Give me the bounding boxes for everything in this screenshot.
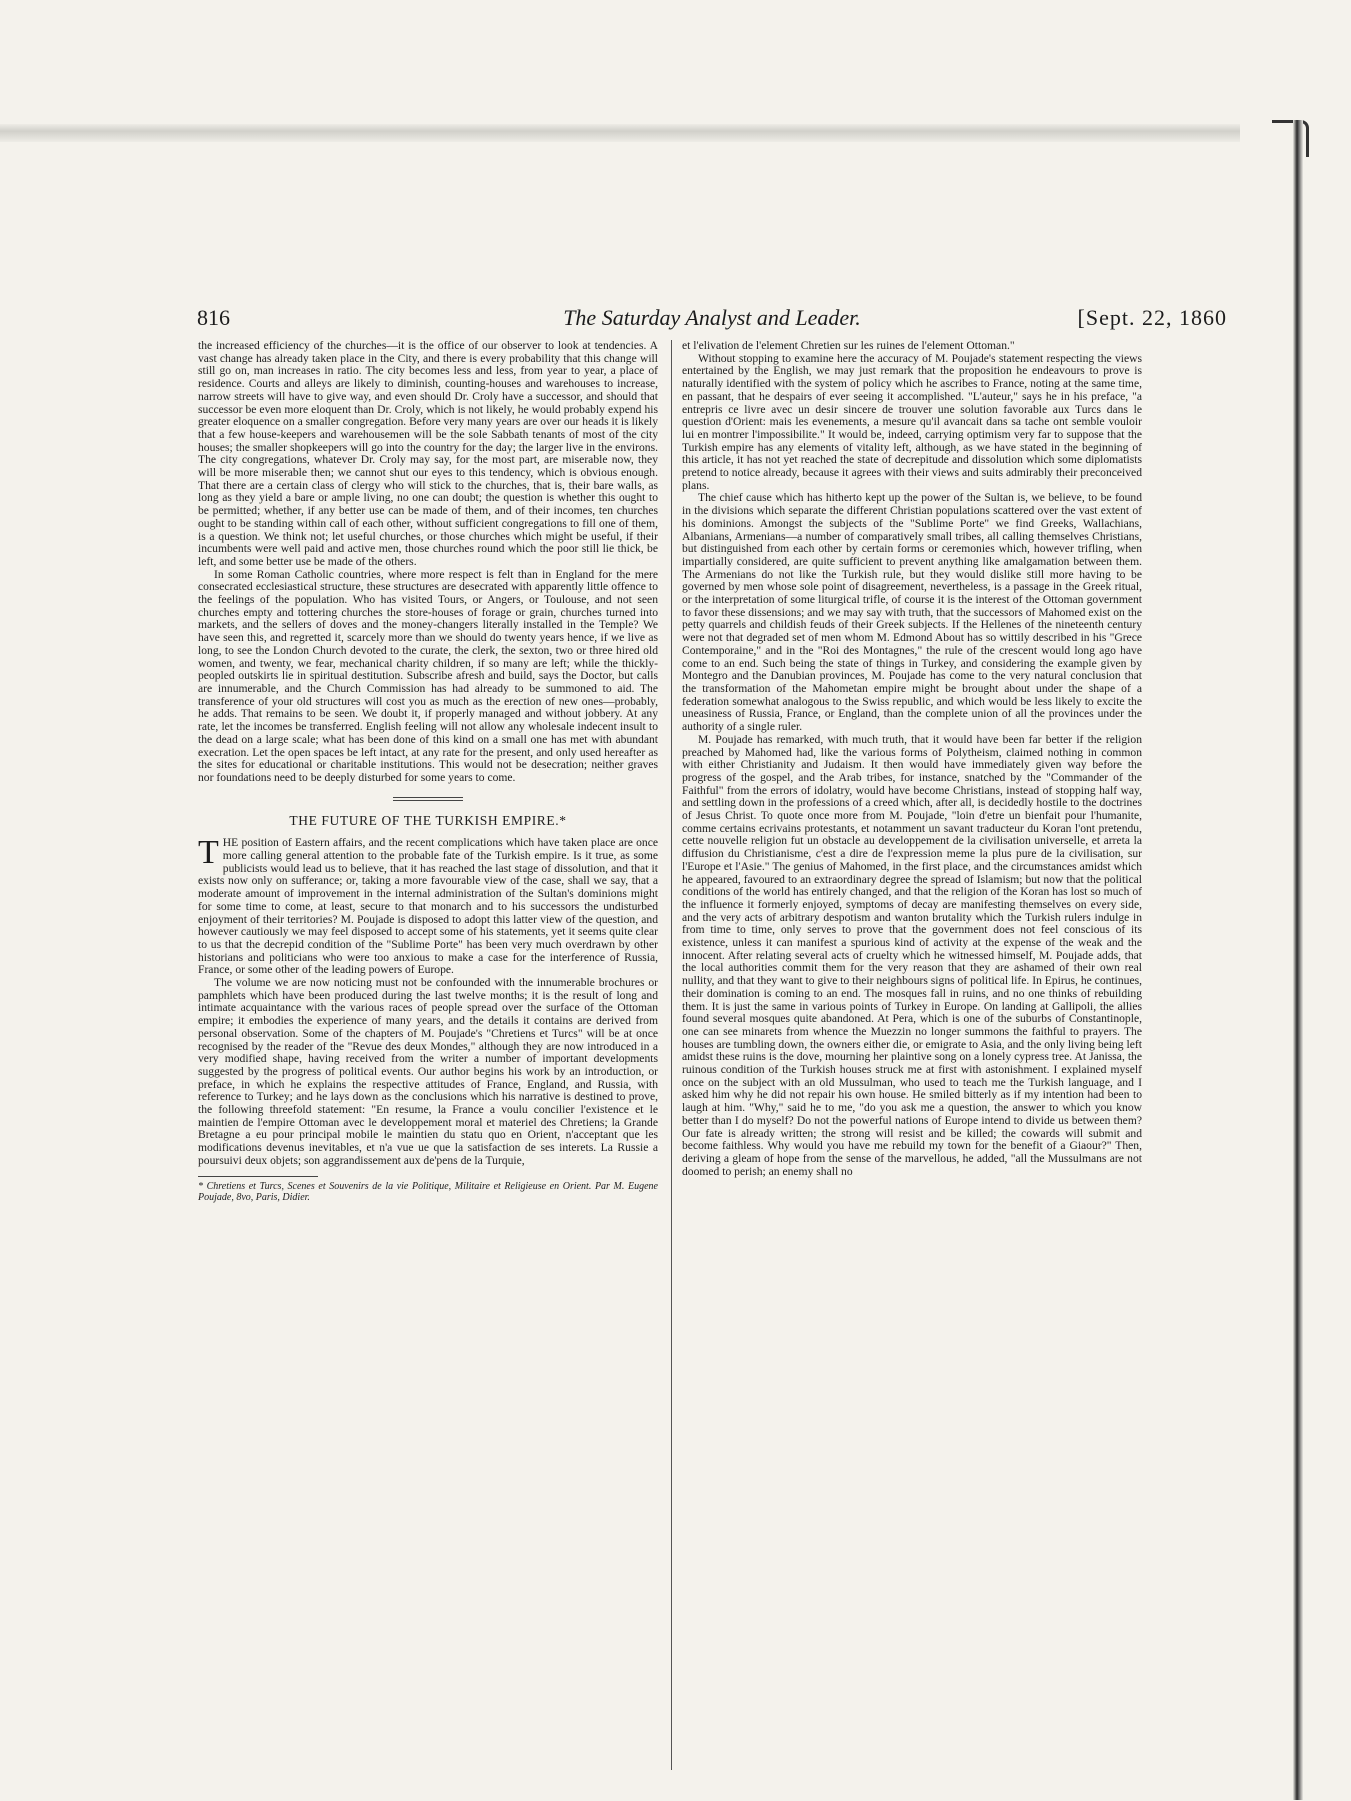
page-top-edge-shadow (0, 124, 1240, 142)
article-paragraph: The volume we are now noticing must not be confounded with the innumerable brochures or pamphlets which have been produced during the last twelve months; it is the result of long and intimate acquaintance with the various races of people spread over the surface of the Ottoman empire; it embodies the experience of many years, and the details it contains are derived from personal observation. Some of the chapters of M. Poujade's "Chretiens et Turcs" will be at once recognised by the reader of the "Revue des deux Mondes," although they are now introduced in a very modified shape, having received from the writer a number of important developments suggested by the progress of political events. Our author begins his work by an introduction, or preface, in which he explains the respective attitudes of France, England, and Russia, with reference to Turkey; and he lays down as the conclusions which his narrative is destined to prove, the following threefold statement: "En resume, la France a voulu concilier l'existence et le maintien de l'empire Ottoman avec le developpement moral et materiel des Chretiens; la Grande Bretagne a eu pour principal mobile le maintien du statu quo en Orient, n'acceptant que les modifications devenus inevitables, et n'a vue ue que la satisfaction de ses interets. La Russie a poursuivi deux objets; son aggrandissement aux de'pens de la Turquie, (198, 976, 658, 1167)
left-column (198, 340, 658, 1772)
page-binding-edge (1293, 120, 1303, 1800)
issue-date: [Sept. 22, 1860 (1077, 305, 1227, 330)
paragraph: M. Poujade has remarked, with much truth, that it would have been far better if the religion preached by Mahomed had, like the various forms of Polytheism, claimed nothing in common with either Christianity and Judaism. It then would have immediately given way before the progress of the gospel, and the Arab tribes, for instance, snatched by the "Commander of the Faithful" from the errors of idolatry, would have become Christians, instead of stopping half way, and settling down in the professions of a creed which, after all, is decidedly hostile to the doctrines of Jesus Christ. To quote once more from M. Poujade, "loin d'etre un bienfait pour l'humanite, comme certains ecrivains protestants, et notamment un savant traducteur du Koran l'ont pretendu, cette nouvelle religion fut un obstacle au developpement de la civilisation universelle, et arreta la diffusion du Christianisme, c'est a dire de l'expression meme la plus pure de la civilisation, sur l'Europe et l'Asie." The genius of Mahomed, in the first place, and the circumstances amidst which he appeared, favoured to an extraordinary degree the spread of Islamism; but now that the political conditions of the world has entirely changed, and that the religion of the Koran has lost so much of the influence it formerly enjoyed, symptoms of decay are manifesting themselves on every side, and the very acts of arbitrary despotism and wanton brutality which the Turkish rulers indulge in from time to time, only serves to prove that the government does not feel conscious of its existence, unless it can manifest a spurious kind of activity at the expense of the weak and the innocent. After relating several acts of cruelty which he witnessed himself, M. Poujade adds, that the local authorities commit them for the very reason that they are ashamed of their own real nullity, and that they want to give to their neighbours signs of political life. In Epirus, he continues, their domination is coming to an end. The mosques fall in ruins, and no one thinks of rebuilding them. It is just the same in various points of Turkey in Europe. On landing at Gallipoli, the allies found several mosques quite abandoned. At Pera, which is one of the suburbs of Constantinople, one can see minarets from whence the Muezzin no longer summons the faithful to prayers. The houses are tumbling down, the owners either die, or emigrate to Asia, and the only living being left amidst these ruins is the dove, mourning her plaintive song on a lonely cypress tree. At Janissa, the ruinous condition of the Turkish houses struck me at first with astonishment. I explained myself once on the subject with an old Mussulman, who used to teach me the Turkish language, and I asked him why he did not repair his own house. He smiled bitterly as if my intention had been to laugh at him. "Why," said he to me, "do you ask me a question, the answer to which you know better than I do myself? Do not the powerful nations of Europe intend to divide us between them? Our fate is already written; the strong will resist and be killed; the cowards will submit and become faithless. Why would you have me rebuild my town for the benefit of a Giaour?" Then, deriving a gleam of hope from the sense of the marvellous, he added, "all the Mussulmans are not doomed to perish; an enemy shall no (682, 732, 1142, 1178)
paragraph: The chief cause which has hitherto kept up the power of the Sultan is, we believe, to be found in the divisions which separate the different Christian populations scattered over the vast extent of his dominions. Amongst the subjects of the "Sublime Porte" we find Greeks, Wallachians, Albanians, Armenians—a number of comparatively small tribes, all calling themselves Christians, but distinguished from each other by certain forms or ceremonies which, however trifling, when impartially considered, are quite sufficient to prevent anything like amalgamation between them. The Armenians do not like the Turkish rule, but they would dislike still more having to be governed by men whose sole point of disagreement, nevertheless, is a passage in the Greek ritual, or the interpretation of some liturgical trifle, of course it is the interest of the Ottoman government to favor these dissensions; and we may say with truth, that the successors of Mahomed exist on the petty quarrels and childish feuds of their Greek subjects. If the Hellenes of the nineteenth century were not that degraded set of men whom M. Edmond About has so wittily described in his "Grece Contemporaine," and in the "Roi des Montagnes," the rule of the crescent would long ago have come to an end. Such being the state of things in Turkey, and considering the example given by Montegro and the Danubian provinces, M. Poujade has come to the very natural conclusion that the transformation of the Mahometan empire might be brought about under the shape of a federation somewhat analogous to the Swiss republic, and which would be less likely to excite the uneasiness of Russia, France, or England, than the complete union of all the provinces under the authority of a single ruler. (682, 491, 1142, 734)
page-header (197, 305, 1227, 335)
article-paragraph-text: HE position of Eastern affairs, and the recent complications which have taken place are once more calling general attention to the probable fate of the Turkish empire. Is it true, as some publicists would lead us to believe, that it has reached the last stage of dissolution, and that it exists now only on sufferance; or, taking a more favourable view of the case, shall we say, that a moderate amount of improvement in the internal administration of the Sultan's dominions might for some time to come, at least, secure to that monarch and to his successors the undisturbed enjoyment of their territories? M. Poujade is disposed to adopt this latter view of the question, and however cautiously we may feel disposed to accept some of his statements, yet it seems quite clear to us that the decrepid condition of the "Sublime Porte" has been very much overdrawn by other historians and politicians who were too anxious to make a case for the interference of Russia, France, or some other of the leading powers of Europe. (198, 836, 658, 977)
right-column (682, 340, 1142, 1772)
binding-hook (1272, 120, 1309, 157)
column-rule (671, 340, 672, 1770)
footnote-rule (198, 1176, 318, 1177)
drop-cap: T (198, 834, 219, 872)
footnote: * Chretiens et Turcs, Scenes et Souvenirs de la vie Politique, Militaire et Religieuse en Orient. Par M. Eugene Poujade, 8vo, Paris, Didier. (198, 1180, 658, 1203)
paragraph: In some Roman Catholic countries, where more respect is felt than in England for the mere consecrated ecclesiastical structure, these structures are desecrated with apparently little offence to the feelings of the population. Who has visited Tours, or Angers, or Toulouse, and not seen churches empty and tottering churches the store-houses of forage or grain, churches turned into markets, and the sellers of doves and the money-changers literally installed in the Temple? We have seen this, and regretted it, scarcely more than we should do twenty years hence, if we live as long, to see the London Church devoted to the curate, the clerk, the sexton, two or three hired old women, and twenty, we fear, mechanical charity children, if so many are left; while the thickly-peopled outskirts lie in spiritual destitution. Subscribe afresh and build, says the Doctor, but calls are innumerable, and the Church Commission has had already to be summoned to aid. The transference of your old structures will cost you as much as the erection of new ones—probably, he adds. That remains to be seen. We doubt it, if properly managed and without jobbery. At any rate, let the incomes be transferred. English feeling will not allow any wholesale indecent insult to the dead on a large scale; what has been done of this kind on a small one has met with abundant execration. Let the open spaces be left intact, at any rate for the present, and only used hereafter as the sites for educational or charitable institutions. This would not be desecration; neither graves nor foundations need to be deeply disturbed for some years to come. (198, 567, 658, 784)
running-title: The Saturday Analyst and Leader. (563, 305, 861, 330)
paragraph: et l'elivation de l'element Chretien sur les ruines de l'element Ottoman." (682, 340, 1015, 352)
paragraph: Without stopping to examine here the accuracy of M. Poujade's statement respecting the views entertained by the English, we may just remark that the proposition he endeavours to prove is naturally identified with the system of policy which he ascribes to France, noting at the same time, en passant, that he despairs of ever seeing it accomplished. "L'auteur," says he in his preface, "a entrepris ce livre avec un desir sincere de trouver une solution favorable aux Turcs dans le question d'Orient: mais les evenements, a mesure qu'il avancait dans sa tache ont semble vouloir lui en montrer l'impossibilite." It would be, indeed, carrying optimism very far to suppose that the Turkish empire has any elements of vitality left, although, as we have stated in the beginning of this article, it has not yet reached the state of decrepitude and dissolution which some diplomatists pretend to notice already, because it agrees with their views and suits admirably their preconceived plans. (682, 351, 1142, 492)
article-title: THE FUTURE OF THE TURKISH EMPIRE.* (289, 812, 567, 828)
article-paragraph (198, 834, 658, 977)
page-number: 816 (197, 305, 230, 330)
paragraph: the increased efficiency of the churches—it is the office of our observer to look at tendencies. A vast change has already taken place in the City, and there is every probability that this change will still go on, man increases in ratio. The city becomes less and less, from year to year, a place of residence. Courts and alleys are likely to diminish, counting-houses and warehouses to increase, narrow streets will have to give way, and even should Dr. Croly have a successor, and should that successor be even more eloquent than Dr. Croly, which is not likely, he would probably expend his greater eloquence on a smaller congregation. Before very many years are over our heads it is likely that a few house-keepers and warehousemen will be the sole Sabbath tenants of most of the city houses; the smaller shopkeepers will go into the country for the day; the larger live in the environs. The city congregations, whatever Dr. Croly may say, for the most part, are miserable now, they will be more miserable then; we cannot shut our eyes to this tendency, which is obvious enough. That there are a certain class of clergy who will stick to the churches, that is, their bare walls, as long as they yield a bare or ample living, no one can doubt; the question is whether this ought to be permitted; whether, if any better use can be made of them, and of their incomes, ten churches ought to be standing within call of each other, without sufficient congregations to fill one of them, is a question. We think not; let useful churches, or those churches which might be useful, if their incumbents were well paid and active men, those churches round which the poor still lie thick, be left, and some better use be made of the others. (198, 340, 658, 568)
section-divider (393, 797, 463, 801)
